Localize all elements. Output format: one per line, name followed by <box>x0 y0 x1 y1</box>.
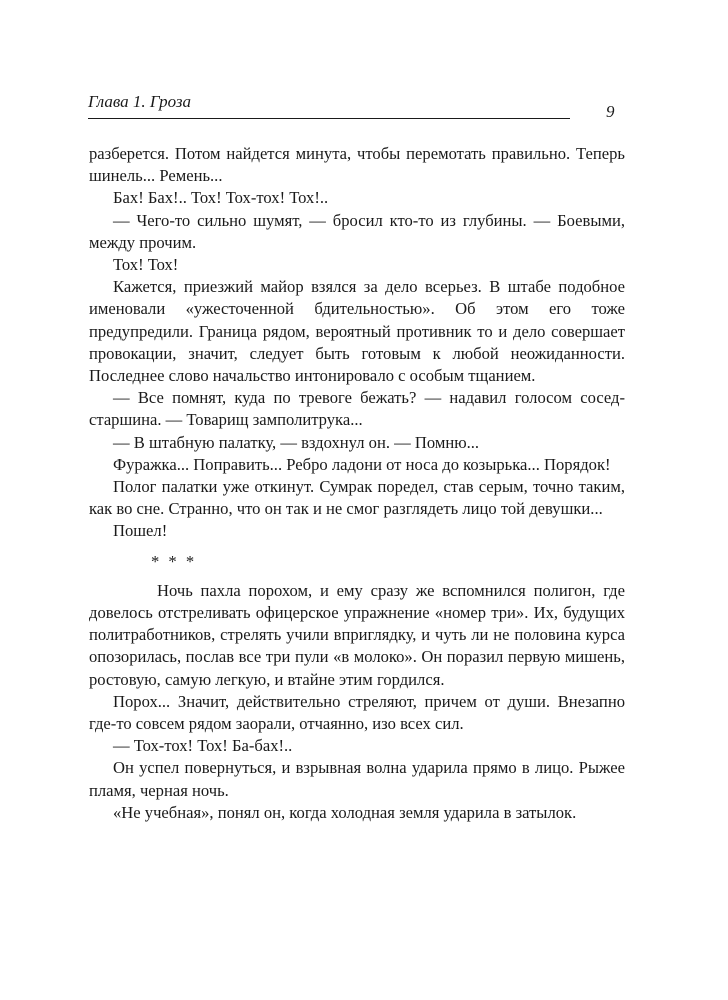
paragraph: Порох... Значит, действительно стреляют, причем от души. Внезапно где-то совсем рядом заорали, отчаянно, изо всех сил. <box>89 691 625 734</box>
paragraph: «Не учебная», понял он, когда холодная земля ударила в затылок. <box>113 802 577 822</box>
running-head-chapter-title: Глава 1. Гроза <box>88 92 192 111</box>
paragraph: Ночь пахла порохом, и ему сразу же вспомнился полигон, где довелось отстреливать офицерское упражнение «номер три». Их, будущих политработников, стрелять учили вприглядку, и чуть ли не половина курса опозорилась, послав все три пули «в молоко». Он поразил первую мишень, ростовую, самую легкую, и втайне этим гордился. <box>89 580 625 689</box>
body-text <box>89 143 625 824</box>
paragraph: Полог палатки уже откинут. Сумрак поредел, став серым, точно таким, как во сне. Странно, что он так и не смог разглядеть лицо той девушки... <box>89 477 625 519</box>
paragraph: Он успел повернуться, и взрывная волна ударила прямо в лицо. Рыжее пламя, черная ночь. <box>89 758 625 800</box>
paragraph: Пошел! <box>113 521 168 541</box>
header-rule <box>88 118 570 119</box>
paragraph: Бах! Бах!.. Тох! Тох-тох! Тох!.. <box>113 188 329 208</box>
paragraph: Тох! Тох! <box>113 255 179 275</box>
paragraph: — В штабную палатку, — вздохнул он. — Помню... <box>113 432 480 452</box>
paragraph: Кажется, приезжий майор взялся за дело всерьез. В штабе подобное именовали «ужесточенной бдительностью». Об этом его тоже предупредили. Граница рядом, вероятный противник то и дело совершает провокации, значит, следует быть готовым к любой неожиданности. Последнее слово начальство интонировало с особым тщанием. <box>89 277 625 386</box>
paragraph: разберется. Потом найдется минута, чтобы перемотать правильно. Теперь шинель... Ремень... <box>89 144 625 186</box>
section-break-asterisks: * * * <box>151 551 197 571</box>
paragraph: — Тох-тох! Тох! Ба-бах!.. <box>113 736 293 756</box>
page-number: 9 <box>606 102 615 121</box>
paragraph: — Все помнят, куда по тревоге бежать? — надавил голосом сосед-старшина. — Товарищ замполитрука... <box>89 388 625 430</box>
paragraph: — Чего-то сильно шумят, — бросил кто-то из глубины. — Боевыми, между прочим. <box>89 210 625 252</box>
paragraph: Фуражка... Поправить... Ребро ладони от носа до козырька... Порядок! <box>113 454 611 474</box>
